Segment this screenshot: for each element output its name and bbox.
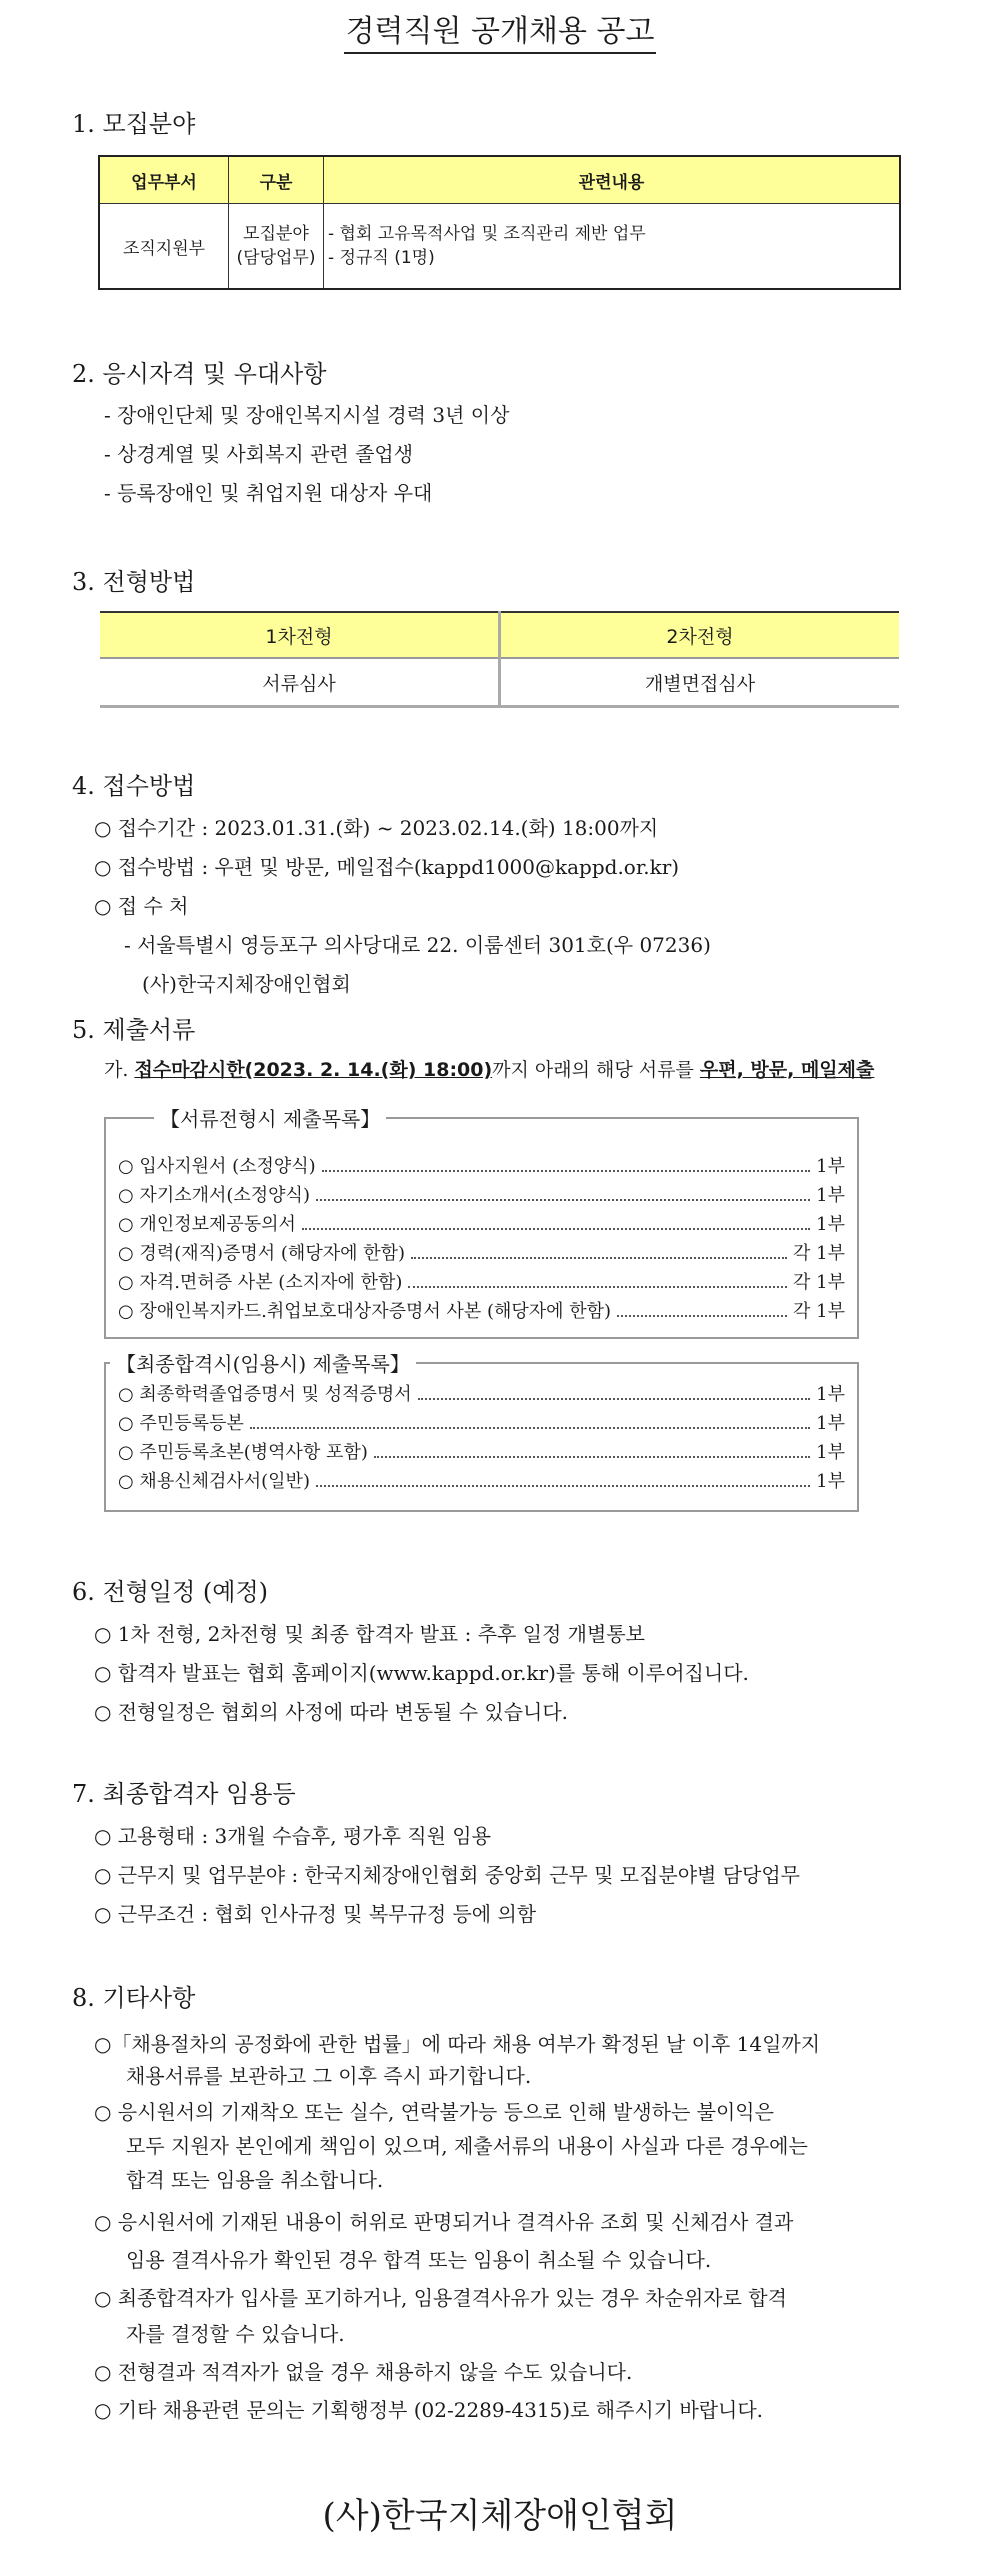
schedule-item: ○ 합격자 발표는 협회 홈페이지(www.kappd.or.kr)를 통해 이루어집니다. (94, 1661, 749, 1685)
cell-content: - 협회 고유목적사업 및 조직관리 제반 업무 - 정규직 (1명) (324, 204, 901, 290)
application-address: - 서울특별시 영등포구 의사당대로 22. 이룸센터 301호(우 07236) (124, 933, 711, 957)
section-6-heading: 6. 전형일정 (예정) (72, 1578, 268, 1606)
submission-method-text: 우편, 방문, 메일제출 (699, 1059, 875, 1081)
section-4-heading: 4. 접수방법 (72, 772, 196, 800)
header-dept: 업무부서 (99, 156, 229, 204)
misc-line: ○ 기타 채용관련 문의는 기획행정부 (02-2289-4315)로 해주시기 바랍니다. (94, 2398, 764, 2422)
header-content: 관련내용 (324, 156, 901, 204)
list-item: ○ 개인정보제공동의서 1부 (118, 1214, 845, 1235)
header-category: 구분 (229, 156, 324, 204)
list-item: ○ 장애인복지카드.취업보호대상자증명서 사본 (해당자에 한함) 각 1부 (118, 1301, 845, 1322)
qualification-item: - 장애인단체 및 장애인복지시설 경력 3년 이상 (104, 403, 510, 427)
employment-item: ○ 근무지 및 업무분야 : 한국지체장애인협회 중앙회 근무 및 모집분야별 담당업무 (94, 1863, 801, 1887)
header-second-round: 2차전형 (500, 612, 900, 658)
application-method: ○ 접수방법 : 우편 및 방문, 메일접수(kappd1000@kappd.or.kr) (94, 855, 680, 879)
misc-line: 합격 또는 임용을 취소합니다. (126, 2168, 384, 2192)
schedule-item: ○ 전형일정은 협회의 사정에 따라 변동될 수 있습니다. (94, 1700, 569, 1724)
final-hire-box (104, 1352, 859, 1512)
misc-line: 모두 지원자 본인에게 책임이 있으며, 제출서류의 내용이 사실과 다른 경우에는 (126, 2134, 808, 2158)
section-5-heading: 5. 제출서류 (72, 1016, 196, 1044)
section-3-heading: 3. 전형방법 (72, 568, 196, 596)
section-8-heading: 8. 기타사항 (72, 1984, 196, 2012)
cell-dept: 조직지원부 (99, 204, 229, 290)
misc-line: ○「채용절차의 공정화에 관한 법률」에 따라 채용 여부가 확정된 날 이후 14일까지 (94, 2032, 821, 2056)
box-title: 【최종합격시(임용시) 제출목록】 (110, 1348, 416, 1377)
misc-line: 자를 결정할 수 있습니다. (126, 2322, 345, 2346)
section-7-heading: 7. 최종합격자 임용등 (72, 1780, 296, 1808)
list-item: ○ 경력(재직)증명서 (해당자에 한함) 각 1부 (118, 1243, 845, 1264)
qualification-item: - 등록장애인 및 취업지원 대상자 우대 (104, 481, 433, 505)
recruit-field-table (98, 155, 901, 290)
misc-line: ○ 최종합격자가 입사를 포기하거나, 임용결격사유가 있는 경우 차순위자로 합격 (94, 2286, 787, 2310)
schedule-item: ○ 1차 전형, 2차전형 및 최종 합격자 발표 : 추후 일정 개별통보 (94, 1622, 645, 1646)
cell-second-round: 개별면접심사 (500, 658, 900, 707)
application-org: (사)한국지체장애인협회 (142, 972, 351, 996)
page-title: 경력직원 공개채용 공고 (0, 6, 1000, 50)
employment-item: ○ 고용형태 : 3개월 수습후, 평가후 직원 임용 (94, 1824, 491, 1848)
cell-first-round: 서류심사 (100, 658, 500, 707)
misc-line: ○ 응시원서에 기재된 내용이 허위로 판명되거나 결격사유 조회 및 신체검사 결과 (94, 2210, 794, 2234)
application-period: ○ 접수기간 : 2023.01.31.(화) ~ 2023.02.14.(화) 18:00까지 (94, 816, 659, 840)
list-item: ○ 입사지원서 (소정양식) 1부 (118, 1156, 845, 1177)
application-place-label: ○ 접 수 처 (94, 894, 189, 918)
section-2-heading: 2. 응시자격 및 우대사항 (72, 360, 327, 388)
misc-line: ○ 전형결과 적격자가 없을 경우 채용하지 않을 수도 있습니다. (94, 2360, 633, 2384)
selection-method-table (100, 611, 899, 708)
misc-line: 채용서류를 보관하고 그 이후 즉시 파기합니다. (126, 2064, 532, 2088)
employment-item: ○ 근무조건 : 협회 인사규정 및 복무규정 등에 의함 (94, 1902, 537, 1926)
misc-line: ○ 응시원서의 기재착오 또는 실수, 연락불가능 등으로 인해 발생하는 불이익은 (94, 2100, 774, 2124)
list-item: ○ 최종학력졸업증명서 및 성적증명서 1부 (118, 1384, 845, 1405)
list-item: ○ 주민등록초본(병역사항 포함) 1부 (118, 1442, 845, 1463)
list-item: ○ 자기소개서(소정양식) 1부 (118, 1185, 845, 1206)
document-screening-box (104, 1107, 859, 1339)
cell-category: 모집분야 (담당업무) (229, 204, 324, 290)
box-title: 【서류전형시 제출목록】 (154, 1103, 386, 1132)
section-1-heading: 1. 모집분야 (72, 110, 196, 138)
header-first-round: 1차전형 (100, 612, 500, 658)
list-item: ○ 주민등록등본 1부 (118, 1413, 845, 1434)
submission-note: 가. 접수마감시한(2023. 2. 14.(화) 18:00)까지 아래의 해당 서류를 우편, 방문, 메일제출 (104, 1059, 875, 1081)
qualification-item: - 상경계열 및 사회복지 관련 졸업생 (104, 442, 414, 466)
deadline-text: 접수마감시한(2023. 2. 14.(화) 18:00) (134, 1059, 493, 1081)
list-item: ○ 자격.면허증 사본 (소지자에 한함) 각 1부 (118, 1272, 845, 1293)
misc-line: 임용 결격사유가 확인된 경우 합격 또는 임용이 취소될 수 있습니다. (126, 2248, 712, 2272)
footer-org-name: (사)한국지체장애인협회 (322, 2496, 678, 2536)
list-item: ○ 채용신체검사서(일반) 1부 (118, 1471, 845, 1492)
